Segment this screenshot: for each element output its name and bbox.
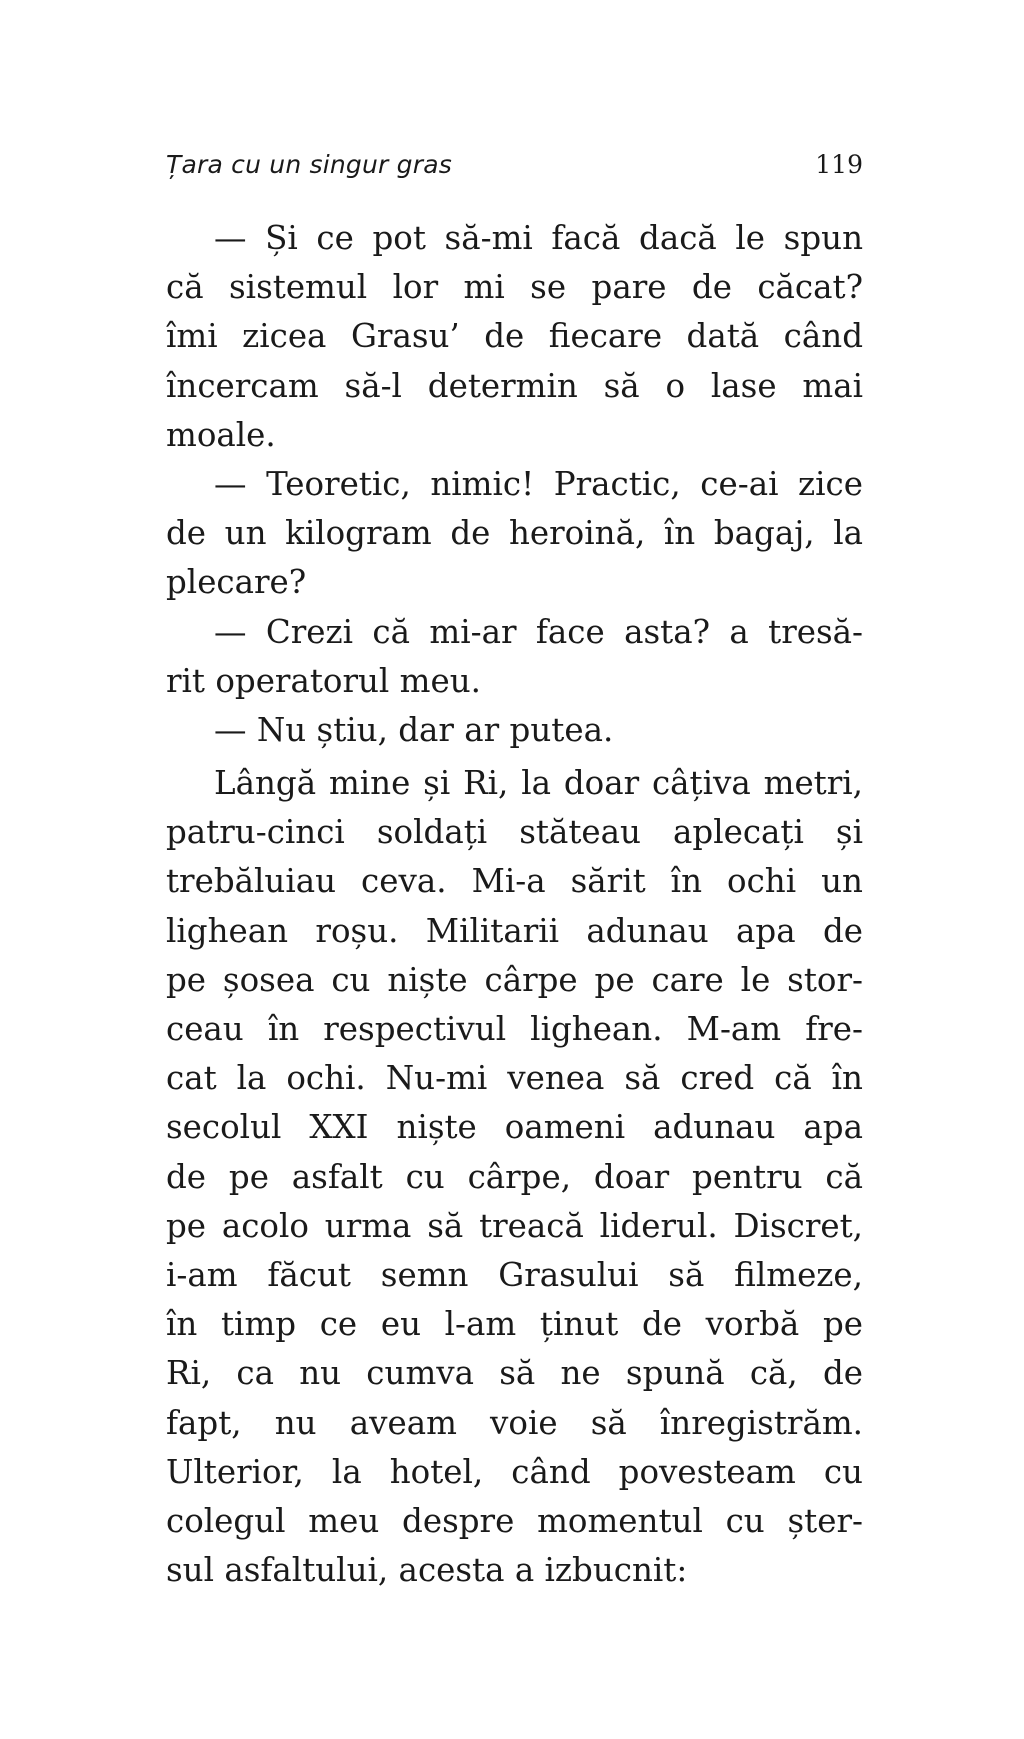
text-line: ceau în respectivul lighean. M-am fre- xyxy=(166,1010,863,1048)
text-line: trebăluiau ceva. Mi-a sărit în ochi un xyxy=(166,862,863,901)
text-line: Ri, ca nu cumva să ne spună că, de xyxy=(166,1354,863,1393)
text-line: de pe asfalt cu cârpe, doar pentru că xyxy=(166,1157,863,1196)
text-line: rit operatorul meu. xyxy=(166,661,481,700)
text-line: moale. xyxy=(166,415,276,454)
text-line: în timp ce eu l-am ținut de vorbă pe xyxy=(166,1305,863,1344)
text-line: pe acolo urma să treacă liderul. Discret, xyxy=(166,1206,863,1245)
text-line: fapt, nu aveam voie să înregistrăm. xyxy=(166,1403,863,1442)
text-line: colegul meu despre momentul cu șter- xyxy=(166,1501,863,1540)
text-line: cat la ochi. Nu-mi venea să cred că în xyxy=(166,1059,863,1098)
text-line: îmi zicea Grasu’ de fiecare dată când xyxy=(166,317,863,356)
text-line: — Și ce pot să-mi facă dacă le spun xyxy=(214,219,863,257)
text-line: — Nu știu, dar ar putea. xyxy=(214,710,614,749)
text-line: că sistemul lor mi se pare de căcat? xyxy=(166,268,863,307)
page-number: 119 xyxy=(815,150,863,179)
text-line: secolul XXI niște oameni adunau apa xyxy=(166,1108,863,1147)
text-line: — Crezi că mi-ar face asta? a tresă- xyxy=(214,612,863,651)
text-line: patru-cinci soldați stăteau aplecați și xyxy=(166,813,863,852)
text-line: Lângă mine și Ri, la doar câțiva metri, xyxy=(214,764,863,803)
running-head xyxy=(166,147,863,183)
text-line: plecare? xyxy=(166,563,307,602)
text-line: i-am făcut semn Grasului să filmeze, xyxy=(166,1255,863,1294)
text-line: pe șosea cu niște cârpe pe care le stor- xyxy=(166,960,863,999)
body-text xyxy=(166,214,863,1595)
text-line: încercam să-l determin să o lase mai xyxy=(166,366,863,405)
running-title: Țara cu un singur gras xyxy=(166,150,452,179)
text-line: — Teoretic, nimic! Practic, ce-ai zice xyxy=(214,464,863,503)
text-line: de un kilogram de heroină, în bagaj, la xyxy=(166,514,863,553)
text-line: lighean roșu. Militarii adunau apa de xyxy=(166,911,863,950)
text-line: sul asfaltului, acesta a izbucnit: xyxy=(166,1551,688,1590)
text-line: Ulterior, la hotel, când povesteam cu xyxy=(166,1452,863,1491)
